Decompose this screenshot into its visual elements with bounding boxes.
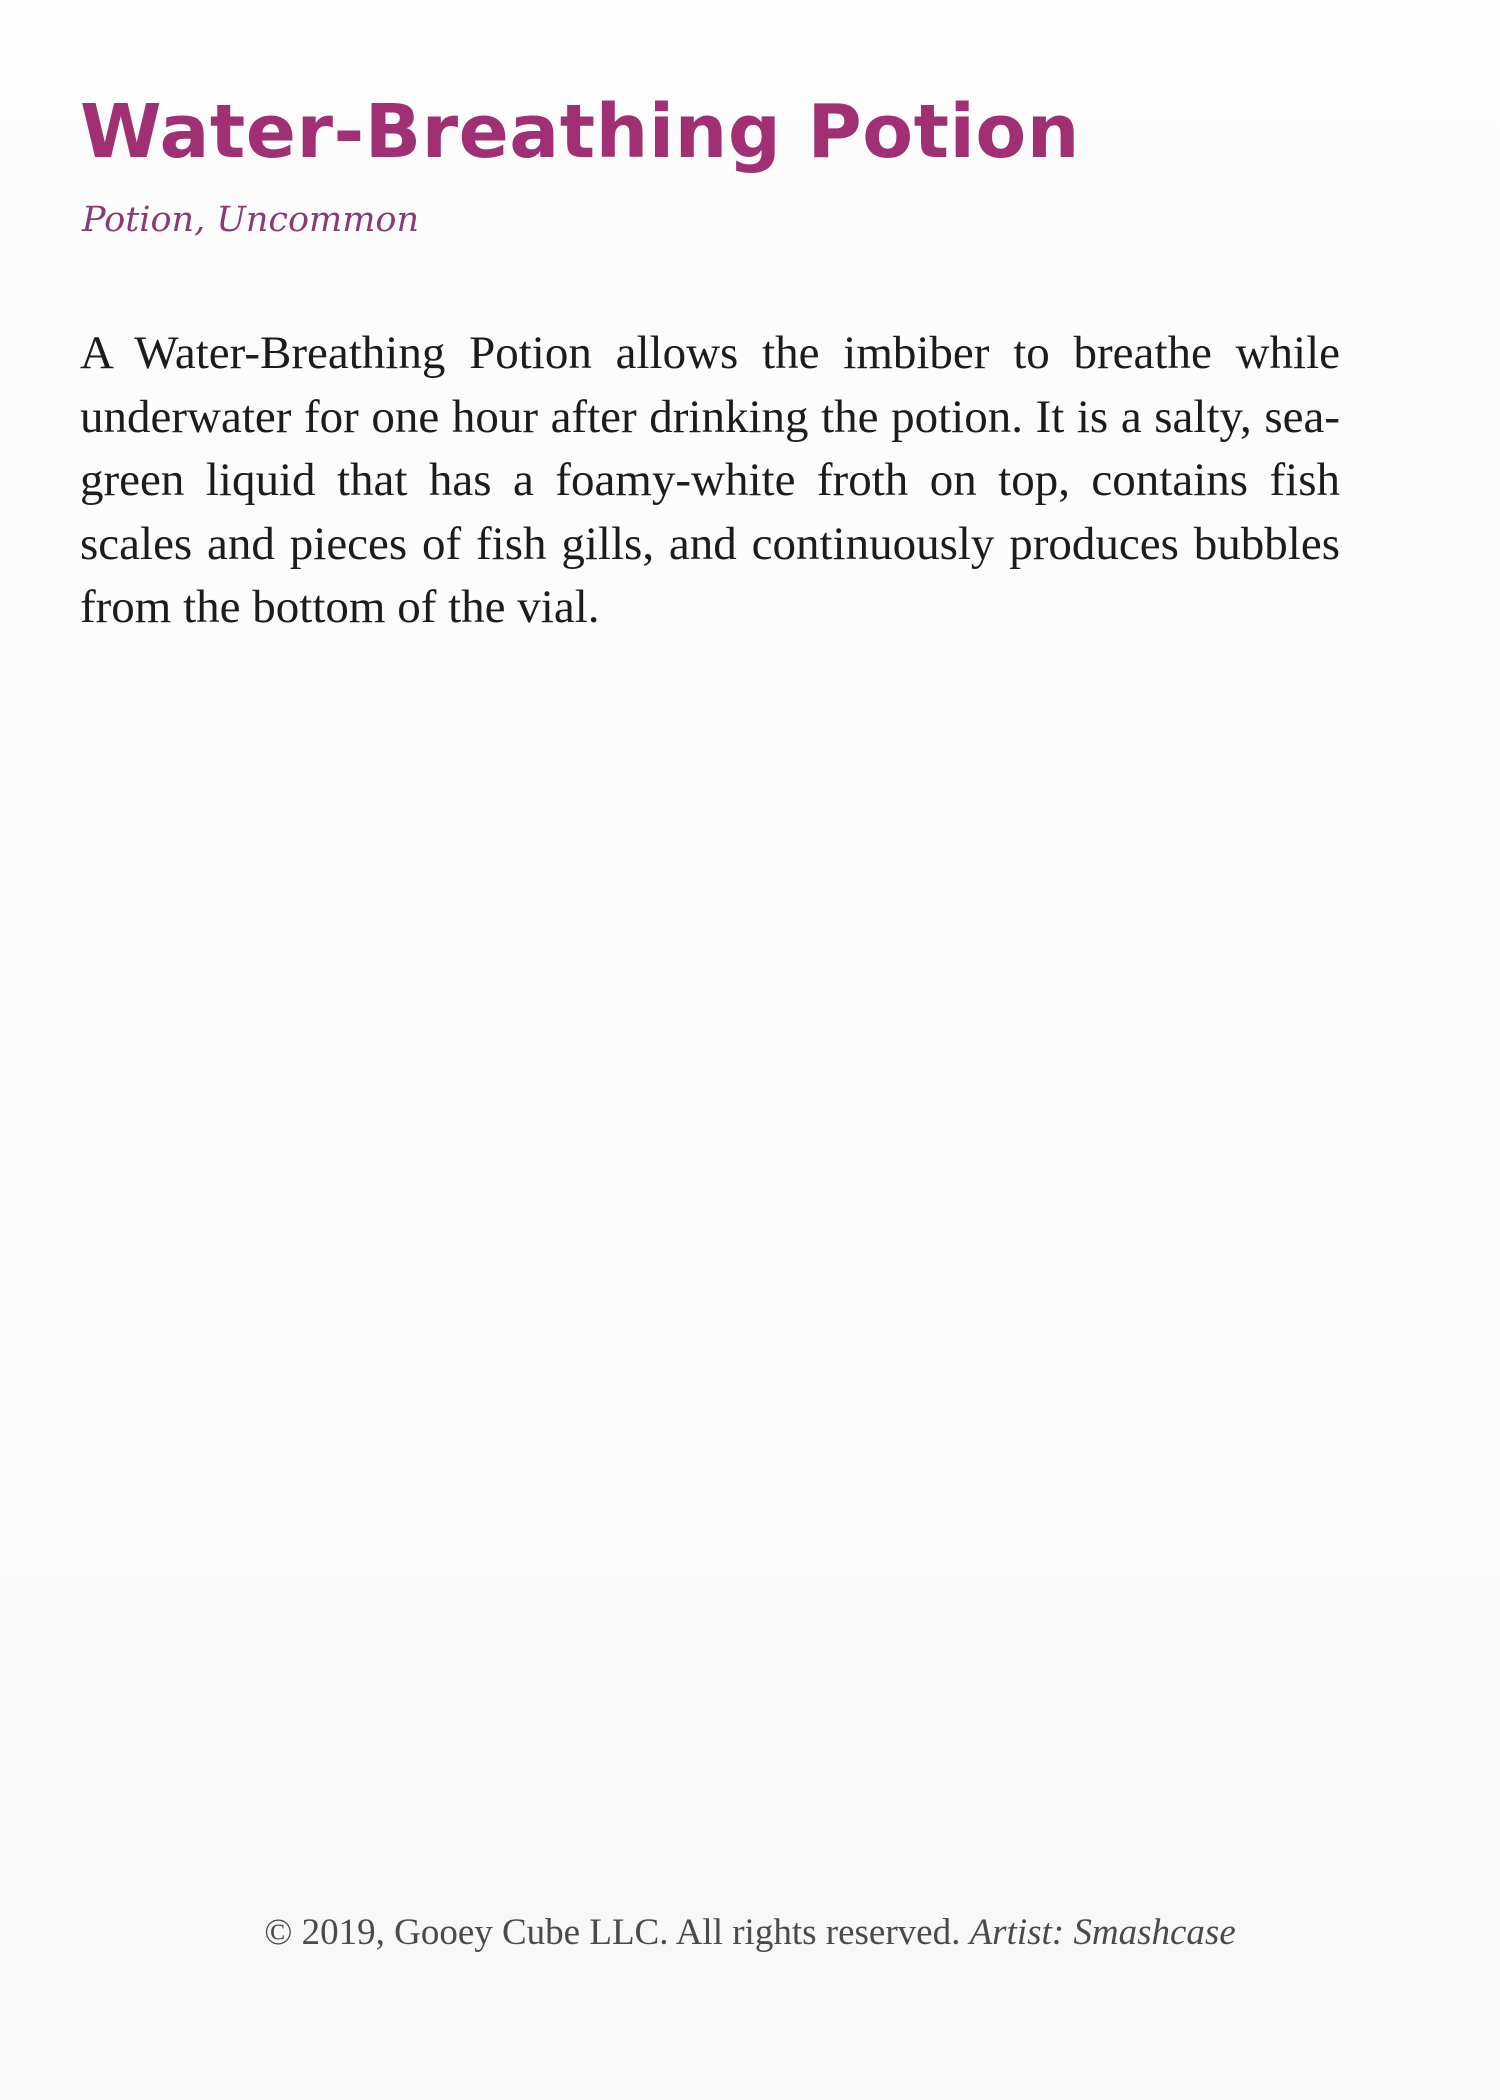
card-title: Water-Breathing Potion: [80, 89, 1080, 175]
card-description: A Water-Breathing Potion allows the imbiber to breathe while underwater for one hour after drinking the potion. It is a salty, sea-green liquid that has a foamy-white froth on top, contains fish scales and pieces of fish gills, and continuously produces bubbles from the bottom of the vial.: [80, 327, 1340, 633]
card-subtitle: Potion, Uncommon: [82, 200, 420, 240]
copyright-text: © 2019, Gooey Cube LLC. All rights reserved.: [264, 1912, 961, 1953]
artist-credit: Artist: Smashcase: [969, 1912, 1236, 1953]
card-footer: [0, 1914, 1500, 1951]
